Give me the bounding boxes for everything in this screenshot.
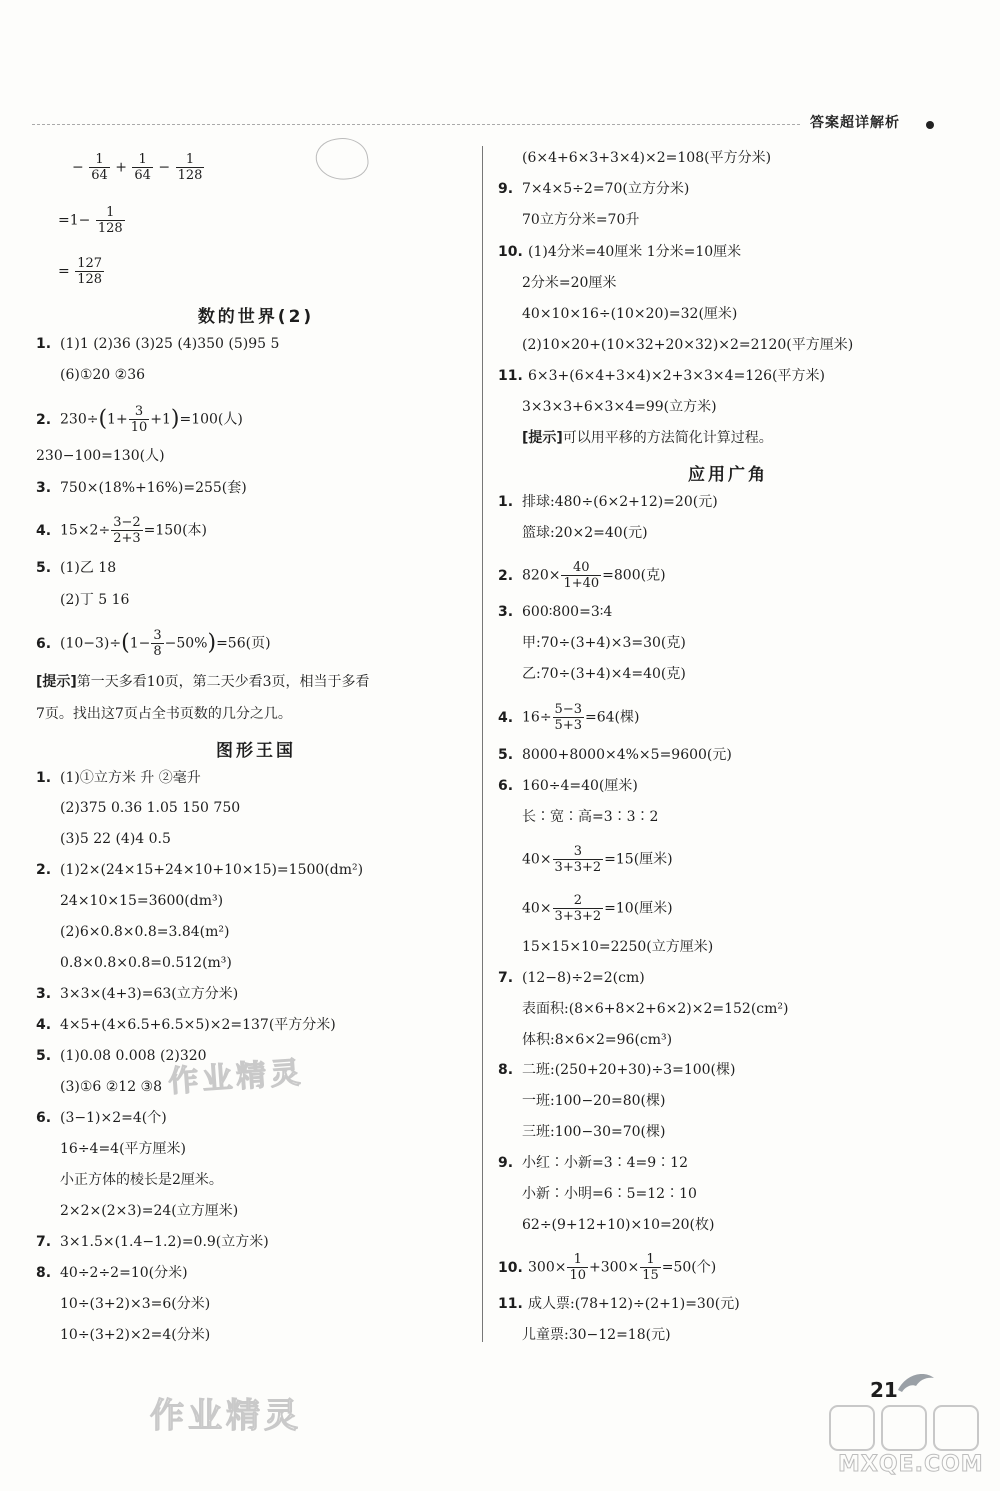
section-title-application: 应用广角 <box>688 465 768 485</box>
fraction: $\frac{3-2}{2+3}$ <box>113 515 141 546</box>
site-logo-text: MXQE.COM <box>838 1452 984 1477</box>
answer-line: 三班:100−30=70(棵) <box>522 1124 666 1140</box>
dolphin-icon <box>896 1368 936 1398</box>
answer-line: 1. (1)①立方米 升 ②毫升 <box>36 770 201 786</box>
answer-line: 5. 8000+8000×4%×5=9600(元) <box>498 747 732 763</box>
fraction: $\frac{1}{64}$ <box>91 152 108 183</box>
fraction: $\frac{1}{128}$ <box>97 205 123 236</box>
answer-line: 24×10×15=3600(dm³) <box>60 893 224 909</box>
answer-line: (2)丁 5 16 <box>60 592 130 608</box>
answer-line: 乙:70÷(3+4)×4=40(克) <box>522 666 686 682</box>
answer-line: 2. 820× $\frac{40}{1+40}$ =800(克) <box>498 560 666 591</box>
answer-line: 6. (10−3)÷(1− $\frac{3}{8}$ −50%)=56(页) <box>36 628 271 659</box>
seal-stamp-icon <box>313 135 370 184</box>
answer-line: 4. 15×2÷ $\frac{3-2}{2+3}$ =150(本) <box>36 515 208 546</box>
tip-line: [提示]可以用平移的方法简化计算过程。 <box>522 430 773 446</box>
answer-line: 230−100=130(人) <box>36 448 165 464</box>
site-logo-icon <box>826 1400 986 1460</box>
fraction: $\frac{1}{10}$ <box>569 1252 586 1283</box>
fraction: $\frac{3}{3+3+2}$ <box>554 844 602 875</box>
header-rule <box>32 124 800 125</box>
answer-line: 8. 40÷2÷2=10(分米) <box>36 1265 188 1281</box>
answer-line: 0.8×0.8×0.8=0.512(m³) <box>60 955 232 971</box>
answer-line: (2)375 0.36 1.05 150 750 <box>60 800 241 816</box>
fraction: $\frac{3}{8}$ <box>153 628 162 659</box>
page-number: 21 <box>870 1378 898 1402</box>
intro-line-2: =1− $\frac{1}{128}$ <box>58 205 123 236</box>
answer-line: (6×4+6×3+3×4)×2=108(平方分米) <box>522 150 772 166</box>
answer-line: 4. 4×5+(4×6.5+6.5×5)×2=137(平方分米) <box>36 1017 336 1033</box>
answer-line: 62÷(9+12+10)×10=20(枚) <box>522 1217 715 1233</box>
answer-line: 5. (1)0.08 0.008 (2)320 <box>36 1048 207 1064</box>
answer-line: 1. (1)1 (2)36 (3)25 (4)350 (5)95 5 <box>36 336 280 352</box>
header-bullet-icon <box>926 121 934 129</box>
answer-line: 11. 6×3+(6×4+3×4)×2+3×3×4=126(平方米) <box>498 368 825 384</box>
answer-line: 7. 3×1.5×(1.4−1.2)=0.9(立方米) <box>36 1234 269 1250</box>
answer-line: 篮球:20×2=40(元) <box>522 525 648 541</box>
answer-line: 3. 3×3×(4+3)=63(立方分米) <box>36 986 239 1002</box>
column-divider <box>482 146 483 1342</box>
watermark-mid: 作业精灵 <box>167 1055 306 1100</box>
answer-line: 9. 7×4×5÷2=70(立方分米) <box>498 181 690 197</box>
tip-line: 7页。找出这7页占全书页数的几分之几。 <box>36 706 292 722</box>
answer-line: 儿童票:30−12=18(元) <box>522 1327 671 1343</box>
section-title-geometry: 图形王国 <box>216 741 296 761</box>
answer-line: 11. 成人票:(78+12)÷(2+1)=30(元) <box>498 1296 740 1312</box>
answer-line: 40× $\frac{3}{3+3+2}$ =15(厘米) <box>522 844 673 875</box>
answer-line: 10÷(3+2)×3=6(分米) <box>60 1296 211 1312</box>
answer-line: 40×10×16÷(10×20)=32(厘米) <box>522 306 738 322</box>
answer-line: 表面积:(8×6+8×2+6×2)×2=152(cm²) <box>522 1001 789 1017</box>
answer-line: 3. 600∶800=3∶4 <box>498 604 613 620</box>
answer-line: 小正方体的棱长是2厘米。 <box>60 1172 223 1188</box>
intro-line-1: − $\frac{1}{64}$ + $\frac{1}{64}$ − $\frac{1}{128}$ <box>72 152 203 183</box>
header-title: 答案超详解析 <box>810 115 900 131</box>
answer-line: 9. 小红∶小新=3∶4=9∶12 <box>498 1155 688 1171</box>
answer-line: 6. (3−1)×2=4(个) <box>36 1110 167 1126</box>
answer-line: 1. 排球:480÷(6×2+12)=20(元) <box>498 494 718 510</box>
fraction: $\frac{127}{128}$ <box>77 256 103 287</box>
answer-line: 2×2×(2×3)=24(立方厘米) <box>60 1203 239 1219</box>
answer-line: 3×3×3+6×3×4=99(立方米) <box>522 399 717 415</box>
fraction: $\frac{3}{10}$ <box>130 404 148 435</box>
answer-line: 70立方分米=70升 <box>522 212 640 228</box>
answer-line: 5. (1)乙 18 <box>36 560 117 576</box>
answer-line: 16÷4=4(平方厘米) <box>60 1141 187 1157</box>
answer-line: 10÷(3+2)×2=4(分米) <box>60 1327 211 1343</box>
answer-line: 3. 750×(18%+16%)=255(套) <box>36 480 247 496</box>
intro-line-3: = $\frac{127}{128}$ <box>58 256 103 287</box>
fraction: $\frac{1}{64}$ <box>134 152 151 183</box>
fraction: $\frac{1}{128}$ <box>177 152 203 183</box>
answer-line: 8. 二班:(250+20+30)÷3=100(棵) <box>498 1062 736 1078</box>
answer-line: 10. (1)4分米=40厘米 1分米=10厘米 <box>498 244 742 260</box>
answer-line: (3)5 22 (4)4 0.5 <box>60 831 171 847</box>
answer-line: (2)6×0.8×0.8=3.84(m²) <box>60 924 230 940</box>
answer-line: 40× $\frac{2}{3+3+2}$ =10(厘米) <box>522 893 673 924</box>
answer-line: 4. 16÷ $\frac{5-3}{5+3}$ =64(棵) <box>498 702 640 733</box>
answer-line: (2)10×20+(10×32+20×32)×2=2120(平方厘米) <box>522 337 854 353</box>
answer-line: 15×15×10=2250(立方厘米) <box>522 939 714 955</box>
fraction: $\frac{40}{1+40}$ <box>563 560 600 591</box>
answer-line: 小新∶小明=6∶5=12∶10 <box>522 1186 697 1202</box>
tip-line: [提示]第一天多看10页，第二天少看3页，相当于多看 <box>36 674 370 690</box>
answer-line: 6. 160÷4=40(厘米) <box>498 778 638 794</box>
answer-line: 体积:8×6×2=96(cm³) <box>522 1032 673 1048</box>
section-title-numbers: 数的世界(2) <box>197 307 315 327</box>
answer-line: 2. 230÷(1+ $\frac{3}{10}$ +1)=100(人) <box>36 404 243 435</box>
answer-line: (3)①6 ②12 ③8 <box>60 1079 163 1095</box>
answer-line: (6)①20 ②36 <box>60 367 146 383</box>
fraction: $\frac{1}{15}$ <box>642 1252 659 1283</box>
fraction: $\frac{5-3}{5+3}$ <box>554 702 582 733</box>
answer-line: 10. 300× $\frac{1}{10}$ +300× $\frac{1}{15}$ =50(个) <box>498 1252 717 1283</box>
answer-line: 7. (12−8)÷2=2(cm) <box>498 970 645 986</box>
answer-line: 2. (1)2×(24×15+24×10+10×15)=1500(dm²) <box>36 862 364 878</box>
watermark-bottom: 作业精灵 <box>150 1396 302 1436</box>
fraction: $\frac{2}{3+3+2}$ <box>554 893 602 924</box>
answer-line: 甲:70÷(3+4)×3=30(克) <box>522 635 686 651</box>
answer-line: 2分米=20厘米 <box>522 275 617 291</box>
answer-line: 长∶宽∶高=3∶3∶2 <box>522 809 659 825</box>
answer-line: 一班:100−20=80(棵) <box>522 1093 666 1109</box>
